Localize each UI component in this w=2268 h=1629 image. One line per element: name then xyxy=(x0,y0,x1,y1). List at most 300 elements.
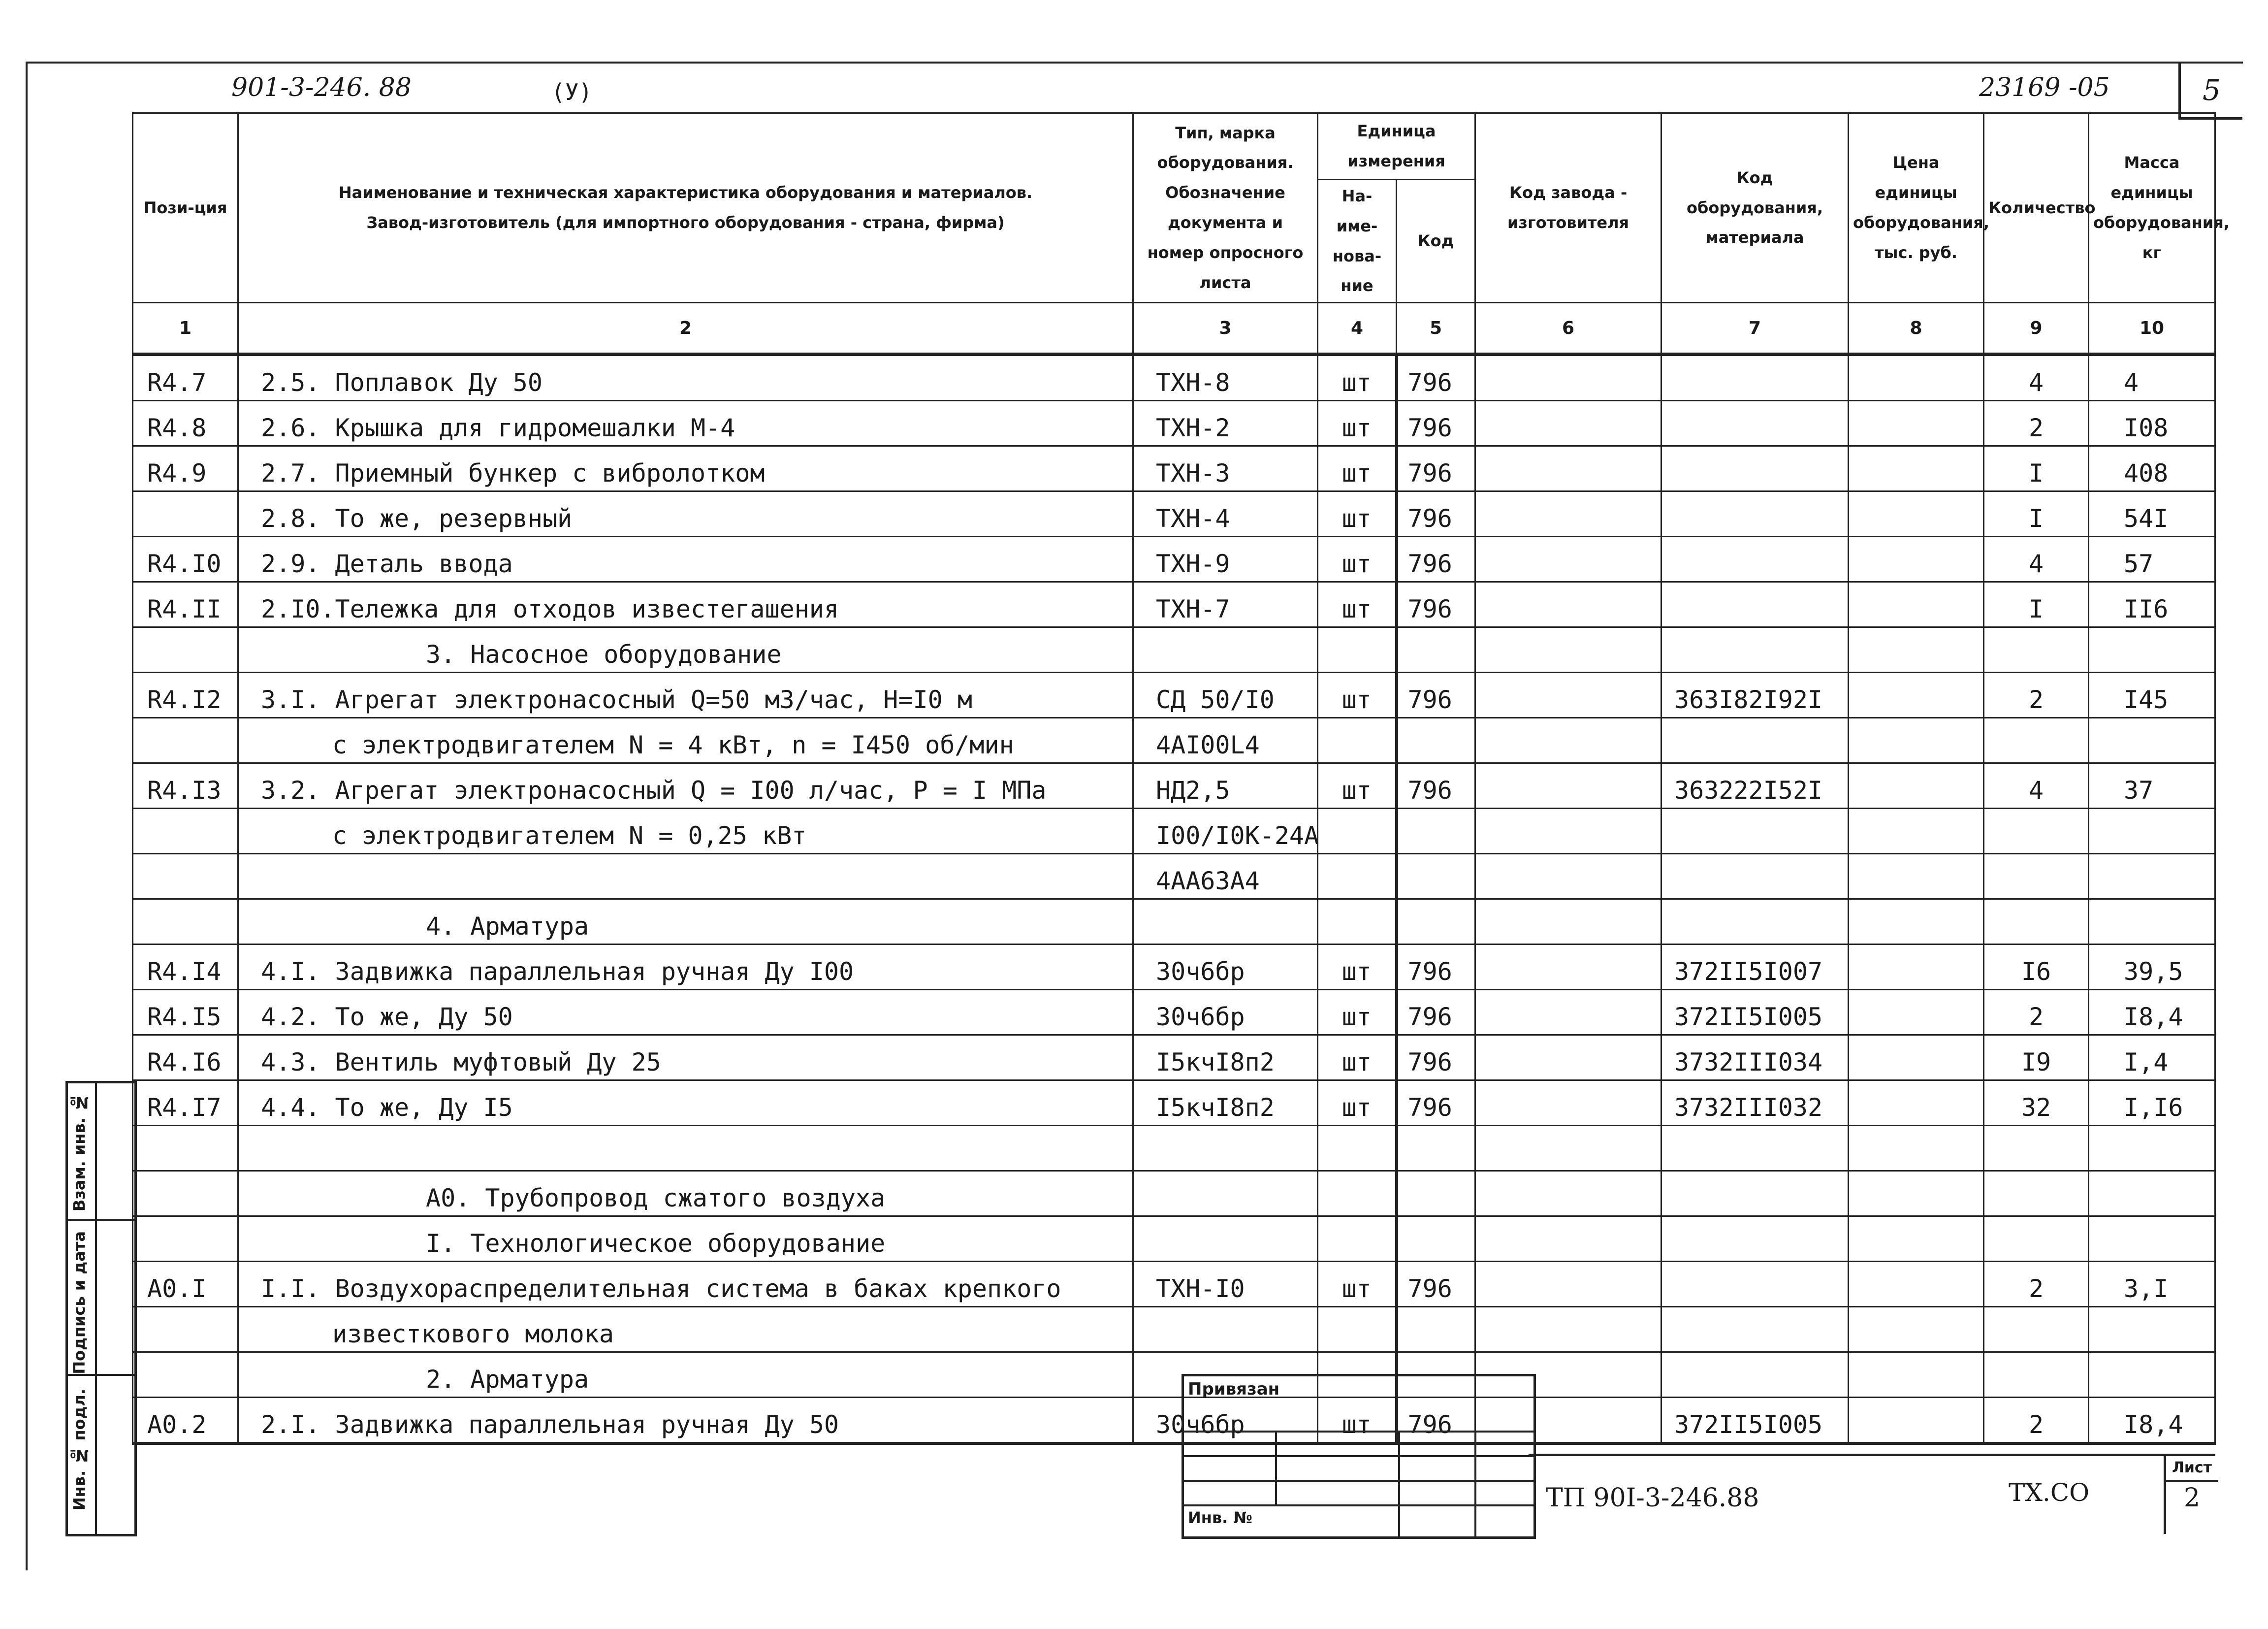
quantity-cell: I6 xyxy=(1984,945,2089,990)
position-cell: R4.7 xyxy=(133,355,238,401)
equipment-code-cell: 3732III032 xyxy=(1661,1080,1849,1126)
unit-code-cell xyxy=(1397,809,1475,854)
equipment-code-cell xyxy=(1661,537,1849,582)
name-cell: I.I. Воздухораспределительная система в баках крепкого xyxy=(238,1262,1133,1307)
position-cell xyxy=(133,1216,238,1262)
table-row xyxy=(133,1262,2215,1307)
unit-code-cell: 796 xyxy=(1397,763,1475,809)
type-cell: ТХН-9 xyxy=(1133,537,1318,582)
table-row xyxy=(133,673,2215,718)
equipment-code-cell xyxy=(1661,582,1849,627)
type-cell: 4AI00L4 xyxy=(1133,718,1318,763)
table-row xyxy=(133,537,2215,582)
type-cell: ТХН-4 xyxy=(1133,491,1318,537)
maker-code-cell xyxy=(1475,673,1661,718)
unit-code-cell xyxy=(1397,1126,1475,1171)
col-number: 10 xyxy=(2089,303,2215,355)
unit-cell: шт xyxy=(1318,1262,1397,1307)
quantity-cell xyxy=(1984,1216,2089,1262)
unit-code-cell: 796 xyxy=(1397,1080,1475,1126)
name-cell: 3.2. Агрегат электронасосный Q = I00 л/час, P = I МПа xyxy=(238,763,1133,809)
equipment-code-cell: 372II5I005 xyxy=(1661,990,1849,1035)
maker-code-cell xyxy=(1475,899,1661,945)
position-cell: R4.I5 xyxy=(133,990,238,1035)
col-number: 8 xyxy=(1849,303,1984,355)
name-cell: 2.7. Приемный бункер с вибролотком xyxy=(238,446,1133,491)
unit-code-cell: 796 xyxy=(1397,537,1475,582)
quantity-cell: I xyxy=(1984,582,2089,627)
type-cell: 4АА63А4 xyxy=(1133,854,1318,899)
mass-cell xyxy=(2089,899,2215,945)
price-cell xyxy=(1849,446,1984,491)
unit-code-cell xyxy=(1397,1307,1475,1352)
position-cell: R4.I7 xyxy=(133,1080,238,1126)
col-number: 9 xyxy=(1984,303,2089,355)
quantity-cell xyxy=(1984,899,2089,945)
maker-code-cell xyxy=(1475,945,1661,990)
table-row xyxy=(133,1080,2215,1126)
sheet-label: Лист xyxy=(2166,1456,2218,1482)
label-sign-date: Подпись и дата xyxy=(70,1231,89,1374)
unit-code-cell xyxy=(1397,899,1475,945)
quantity-cell: 2 xyxy=(1984,1262,2089,1307)
name-cell: 2.6. Крышка для гидромешалки М-4 xyxy=(238,401,1133,446)
position-cell xyxy=(133,899,238,945)
type-cell: СД 50/I0 xyxy=(1133,673,1318,718)
table-row xyxy=(133,809,2215,854)
price-cell xyxy=(1849,1035,1984,1080)
name-cell xyxy=(238,1126,1133,1171)
table-row xyxy=(133,1126,2215,1171)
header-type: Тип, марка оборудования. Обозначение документа и номер опросного листа xyxy=(1133,113,1318,303)
equipment-code-cell xyxy=(1661,1352,1849,1398)
type-cell xyxy=(1133,1126,1318,1171)
mass-cell xyxy=(2089,1171,2215,1216)
unit-code-cell: 796 xyxy=(1397,1398,1475,1444)
unit-code-cell xyxy=(1397,1216,1475,1262)
type-cell: 30ч6бр xyxy=(1133,990,1318,1035)
type-cell: НД2,5 xyxy=(1133,763,1318,809)
quantity-cell: 4 xyxy=(1984,763,2089,809)
mass-cell: 3,I xyxy=(2089,1262,2215,1307)
quantity-cell: 2 xyxy=(1984,990,2089,1035)
name-cell: 2.9. Деталь ввода xyxy=(238,537,1133,582)
price-cell xyxy=(1849,899,1984,945)
bound-label: Привязан xyxy=(1188,1379,1280,1399)
label-inv-orig: Инв. № подл. xyxy=(70,1389,89,1511)
maker-code-cell xyxy=(1475,1035,1661,1080)
table-row xyxy=(133,945,2215,990)
unit-cell: шт xyxy=(1318,582,1397,627)
price-cell xyxy=(1849,401,1984,446)
header-name xyxy=(238,113,1133,303)
type-cell: 30ч6бр xyxy=(1133,945,1318,990)
type-cell xyxy=(1133,899,1318,945)
table-row xyxy=(133,401,2215,446)
maker-code-cell xyxy=(1475,990,1661,1035)
name-cell: 4.I. Задвижка параллельная ручная Ду I00 xyxy=(238,945,1133,990)
position-cell xyxy=(133,1171,238,1216)
type-cell: ТХН-8 xyxy=(1133,355,1318,401)
table-row xyxy=(133,899,2215,945)
type-cell: I00/I0К-24А xyxy=(1133,809,1318,854)
position-cell: R4.I0 xyxy=(133,537,238,582)
name-cell: 2.I0.Тележка для отходов известегашения xyxy=(238,582,1133,627)
table-row xyxy=(133,990,2215,1035)
title-block xyxy=(1529,1454,2215,1536)
position-cell xyxy=(133,627,238,673)
maker-code-cell xyxy=(1475,401,1661,446)
mass-cell xyxy=(2089,627,2215,673)
unit-code-cell: 796 xyxy=(1397,401,1475,446)
mass-cell: 37 xyxy=(2089,763,2215,809)
mass-cell: I8,4 xyxy=(2089,1398,2215,1444)
price-cell xyxy=(1849,990,1984,1035)
mass-cell: I45 xyxy=(2089,673,2215,718)
unit-code-cell: 796 xyxy=(1397,673,1475,718)
unit-cell xyxy=(1318,854,1397,899)
maker-code-cell xyxy=(1475,1262,1661,1307)
quantity-cell: I9 xyxy=(1984,1035,2089,1080)
left-side-strip xyxy=(65,1081,137,1536)
equipment-code-cell xyxy=(1661,1216,1849,1262)
position-cell xyxy=(133,809,238,854)
name-cell: 3. Насосное оборудование xyxy=(238,627,1133,673)
maker-code-cell xyxy=(1475,763,1661,809)
col-number: 5 xyxy=(1397,303,1475,355)
header-name-line2: Завод-изготовитель (для импортного оборудования - страна, фирма) xyxy=(366,213,1005,232)
unit-code-cell: 796 xyxy=(1397,990,1475,1035)
col-number: 1 xyxy=(133,303,238,355)
specification-table xyxy=(132,112,2230,1445)
table-row xyxy=(133,446,2215,491)
unit-cell xyxy=(1318,718,1397,763)
equipment-code-cell: 363222I52I xyxy=(1661,763,1849,809)
unit-cell: шт xyxy=(1318,491,1397,537)
equipment-code-cell xyxy=(1661,446,1849,491)
maker-code-cell xyxy=(1475,446,1661,491)
maker-code-cell xyxy=(1475,718,1661,763)
quantity-cell: 32 xyxy=(1984,1080,2089,1126)
unit-cell: шт xyxy=(1318,990,1397,1035)
quantity-cell xyxy=(1984,1126,2089,1171)
unit-cell xyxy=(1318,1171,1397,1216)
price-cell xyxy=(1849,763,1984,809)
name-cell: 3.I. Агрегат электронасосный Q=50 м3/час, H=I0 м xyxy=(238,673,1133,718)
quantity-cell xyxy=(1984,1307,2089,1352)
name-cell: 2.I. Задвижка параллельная ручная Ду 50 xyxy=(238,1398,1133,1444)
maker-code-cell xyxy=(1475,1080,1661,1126)
table-row xyxy=(133,491,2215,537)
quantity-cell: 2 xyxy=(1984,401,2089,446)
page-number: 5 xyxy=(2178,63,2242,120)
quantity-cell xyxy=(1984,627,2089,673)
position-cell xyxy=(133,718,238,763)
position-cell xyxy=(133,1307,238,1352)
mass-cell: 39,5 xyxy=(2089,945,2215,990)
unit-cell: шт xyxy=(1318,355,1397,401)
mass-cell xyxy=(2089,1307,2215,1352)
unit-code-cell: 796 xyxy=(1397,582,1475,627)
header-qty: Количество xyxy=(1984,113,2089,303)
equipment-code-cell xyxy=(1661,854,1849,899)
unit-cell: шт xyxy=(1318,1398,1397,1444)
header-maker-code: Код завода - изготовителя xyxy=(1475,113,1661,303)
table-row xyxy=(133,718,2215,763)
mass-cell: II6 xyxy=(2089,582,2215,627)
unit-cell: шт xyxy=(1318,1035,1397,1080)
unit-cell: шт xyxy=(1318,446,1397,491)
table-row xyxy=(133,355,2215,401)
position-cell: R4.I2 xyxy=(133,673,238,718)
mass-cell xyxy=(2089,809,2215,854)
name-cell: А0. Трубопровод сжатого воздуха xyxy=(238,1171,1133,1216)
equipment-code-cell xyxy=(1661,899,1849,945)
maker-code-cell xyxy=(1475,854,1661,899)
table-row xyxy=(133,627,2215,673)
unit-cell xyxy=(1318,899,1397,945)
mass-cell: 54I xyxy=(2089,491,2215,537)
price-cell xyxy=(1849,1216,1984,1262)
table-row xyxy=(133,582,2215,627)
col-number: 3 xyxy=(1133,303,1318,355)
unit-cell: шт xyxy=(1318,763,1397,809)
price-cell xyxy=(1849,1352,1984,1398)
name-cell: 2. Арматура xyxy=(238,1352,1133,1398)
maker-code-cell xyxy=(1475,1307,1661,1352)
header-name-line1: Наименование и техническая характеристика оборудования и материалов. xyxy=(338,183,1033,202)
mass-cell: I,I6 xyxy=(2089,1080,2215,1126)
maker-code-cell xyxy=(1475,627,1661,673)
name-cell: 2.5. Поплавок Ду 50 xyxy=(238,355,1133,401)
equipment-code-cell xyxy=(1661,718,1849,763)
type-cell: 30ч6бр xyxy=(1133,1398,1318,1444)
equipment-code-cell: 363I82I92I xyxy=(1661,673,1849,718)
name-cell: I. Технологическое оборудование xyxy=(238,1216,1133,1262)
mass-cell: 4 xyxy=(2089,355,2215,401)
unit-code-cell: 796 xyxy=(1397,945,1475,990)
mass-cell: 57 xyxy=(2089,537,2215,582)
unit-cell: шт xyxy=(1318,537,1397,582)
mass-cell xyxy=(2089,854,2215,899)
quantity-cell: 4 xyxy=(1984,537,2089,582)
type-cell xyxy=(1133,1171,1318,1216)
name-cell: 4. Арматура xyxy=(238,899,1133,945)
quantity-cell xyxy=(1984,854,2089,899)
price-cell xyxy=(1849,582,1984,627)
quantity-cell: I xyxy=(1984,491,2089,537)
position-cell: А0.2 xyxy=(133,1398,238,1444)
price-cell xyxy=(1849,1262,1984,1307)
price-cell xyxy=(1849,1080,1984,1126)
price-cell xyxy=(1849,1398,1984,1444)
equipment-code-cell xyxy=(1661,401,1849,446)
mass-cell: 408 xyxy=(2089,446,2215,491)
col-number: 4 xyxy=(1318,303,1397,355)
doc-number: 901-3-246. 88 xyxy=(231,73,412,102)
maker-code-cell xyxy=(1475,537,1661,582)
price-cell xyxy=(1849,718,1984,763)
marker: (У) xyxy=(551,79,593,105)
equipment-code-cell xyxy=(1661,1307,1849,1352)
unit-cell xyxy=(1318,809,1397,854)
position-cell: R4.9 xyxy=(133,446,238,491)
unit-code-cell xyxy=(1397,1171,1475,1216)
unit-code-cell xyxy=(1397,854,1475,899)
quantity-cell: I xyxy=(1984,446,2089,491)
maker-code-cell xyxy=(1475,809,1661,854)
price-cell xyxy=(1849,945,1984,990)
maker-code-cell xyxy=(1475,1216,1661,1262)
price-cell xyxy=(1849,627,1984,673)
unit-code-cell: 796 xyxy=(1397,1262,1475,1307)
column-numbers xyxy=(133,303,2215,355)
label-replace-inv: Взам. инв. № xyxy=(70,1093,89,1212)
table-row xyxy=(133,1352,2215,1398)
position-cell xyxy=(133,854,238,899)
type-cell: ТХН-7 xyxy=(1133,582,1318,627)
name-cell xyxy=(238,854,1133,899)
type-cell: I5кчI8п2 xyxy=(1133,1080,1318,1126)
mass-cell xyxy=(2089,718,2215,763)
equipment-code-cell xyxy=(1661,1262,1849,1307)
position-cell xyxy=(133,491,238,537)
maker-code-cell xyxy=(1475,491,1661,537)
mass-cell xyxy=(2089,1216,2215,1262)
quantity-cell xyxy=(1984,809,2089,854)
unit-cell: шт xyxy=(1318,945,1397,990)
position-cell: R4.8 xyxy=(133,401,238,446)
unit-code-cell: 796 xyxy=(1397,1035,1475,1080)
sheet-number: 2 xyxy=(2183,1483,2201,1513)
equipment-code-cell: 372II5I007 xyxy=(1661,945,1849,990)
binding-stamp xyxy=(1182,1374,1536,1539)
price-cell xyxy=(1849,355,1984,401)
header-pos: Пози-ция xyxy=(133,113,238,303)
header-unit-name: На-име-нова-ние xyxy=(1318,180,1397,303)
quantity-cell xyxy=(1984,1171,2089,1216)
table-row xyxy=(133,1171,2215,1216)
unit-cell xyxy=(1318,1216,1397,1262)
table-row xyxy=(133,1216,2215,1262)
col-number: 2 xyxy=(238,303,1133,355)
header-price: Цена единицы оборудования, тыс. руб. xyxy=(1849,113,1984,303)
name-cell: 4.4. То же, Ду I5 xyxy=(238,1080,1133,1126)
type-cell: ТХН-3 xyxy=(1133,446,1318,491)
type-cell: ТХН-2 xyxy=(1133,401,1318,446)
unit-code-cell: 796 xyxy=(1397,446,1475,491)
name-cell: 2.8. То же, резервный xyxy=(238,491,1133,537)
position-cell: R4.II xyxy=(133,582,238,627)
price-cell xyxy=(1849,809,1984,854)
name-cell: известкового молока xyxy=(238,1307,1133,1352)
maker-code-cell xyxy=(1475,355,1661,401)
unit-cell: шт xyxy=(1318,401,1397,446)
table-row xyxy=(133,1307,2215,1352)
quantity-cell xyxy=(1984,1352,2089,1398)
type-cell: ТХН-I0 xyxy=(1133,1262,1318,1307)
quantity-cell: 4 xyxy=(1984,355,2089,401)
price-cell xyxy=(1849,673,1984,718)
type-cell xyxy=(1133,1307,1318,1352)
header-equip-code: Код оборудования, материала xyxy=(1661,113,1849,303)
table-row xyxy=(133,1398,2215,1444)
quantity-cell: 2 xyxy=(1984,673,2089,718)
name-cell: с электродвигателем N = 4 кВт, n = I450 об/мин xyxy=(238,718,1133,763)
type-cell xyxy=(1133,627,1318,673)
unit-cell xyxy=(1318,1126,1397,1171)
unit-code-cell: 796 xyxy=(1397,491,1475,537)
col-number: 6 xyxy=(1475,303,1661,355)
maker-code-cell xyxy=(1475,582,1661,627)
table-row xyxy=(133,763,2215,809)
doc-mark: ТХ.СО xyxy=(2009,1478,2090,1507)
position-cell: R4.I6 xyxy=(133,1035,238,1080)
name-cell: 4.3. Вентиль муфтовый Ду 25 xyxy=(238,1035,1133,1080)
type-cell: I5кчI8п2 xyxy=(1133,1035,1318,1080)
table-row xyxy=(133,854,2215,899)
name-cell: 4.2. То же, Ду 50 xyxy=(238,990,1133,1035)
col-number: 7 xyxy=(1661,303,1849,355)
position-cell xyxy=(133,1126,238,1171)
equipment-code-cell xyxy=(1661,627,1849,673)
position-cell: А0.I xyxy=(133,1262,238,1307)
equipment-code-cell: 372II5I005 xyxy=(1661,1398,1849,1444)
doc-code: ТП 90I-3-246.88 xyxy=(1546,1483,1759,1513)
unit-cell: шт xyxy=(1318,1080,1397,1126)
equipment-code-cell xyxy=(1661,491,1849,537)
position-cell xyxy=(133,1352,238,1398)
mass-cell: I8,4 xyxy=(2089,990,2215,1035)
table-row xyxy=(133,1035,2215,1080)
unit-cell xyxy=(1318,627,1397,673)
equipment-code-cell xyxy=(1661,355,1849,401)
header-unit-code: Код xyxy=(1397,180,1475,303)
equipment-code-cell xyxy=(1661,809,1849,854)
unit-cell: шт xyxy=(1318,673,1397,718)
price-cell xyxy=(1849,537,1984,582)
position-cell: R4.I4 xyxy=(133,945,238,990)
unit-code-cell xyxy=(1397,627,1475,673)
price-cell xyxy=(1849,1171,1984,1216)
price-cell xyxy=(1849,1307,1984,1352)
mass-cell xyxy=(2089,1126,2215,1171)
unit-code-cell: 796 xyxy=(1397,355,1475,401)
price-cell xyxy=(1849,491,1984,537)
sheet-cell xyxy=(2164,1456,2218,1534)
quantity-cell xyxy=(1984,718,2089,763)
position-cell: R4.I3 xyxy=(133,763,238,809)
equipment-code-cell xyxy=(1661,1126,1849,1171)
price-cell xyxy=(1849,1126,1984,1171)
mass-cell: I,4 xyxy=(2089,1035,2215,1080)
header-unit-group: Единица измерения xyxy=(1318,113,1475,180)
mass-cell: I08 xyxy=(2089,401,2215,446)
quantity-cell: 2 xyxy=(1984,1398,2089,1444)
equipment-code-cell: 3732III034 xyxy=(1661,1035,1849,1080)
sheet-code: 23169 -05 xyxy=(1979,73,2110,102)
maker-code-cell xyxy=(1475,1171,1661,1216)
maker-code-cell xyxy=(1475,1126,1661,1171)
price-cell xyxy=(1849,854,1984,899)
header-mass: Масса единицы оборудования, кг xyxy=(2089,113,2215,303)
name-cell: с электродвигателем N = 0,25 кВт xyxy=(238,809,1133,854)
equipment-code-cell xyxy=(1661,1171,1849,1216)
inv-label: Инв. № xyxy=(1188,1508,1252,1527)
type-cell xyxy=(1133,1216,1318,1262)
unit-code-cell xyxy=(1397,718,1475,763)
mass-cell xyxy=(2089,1352,2215,1398)
